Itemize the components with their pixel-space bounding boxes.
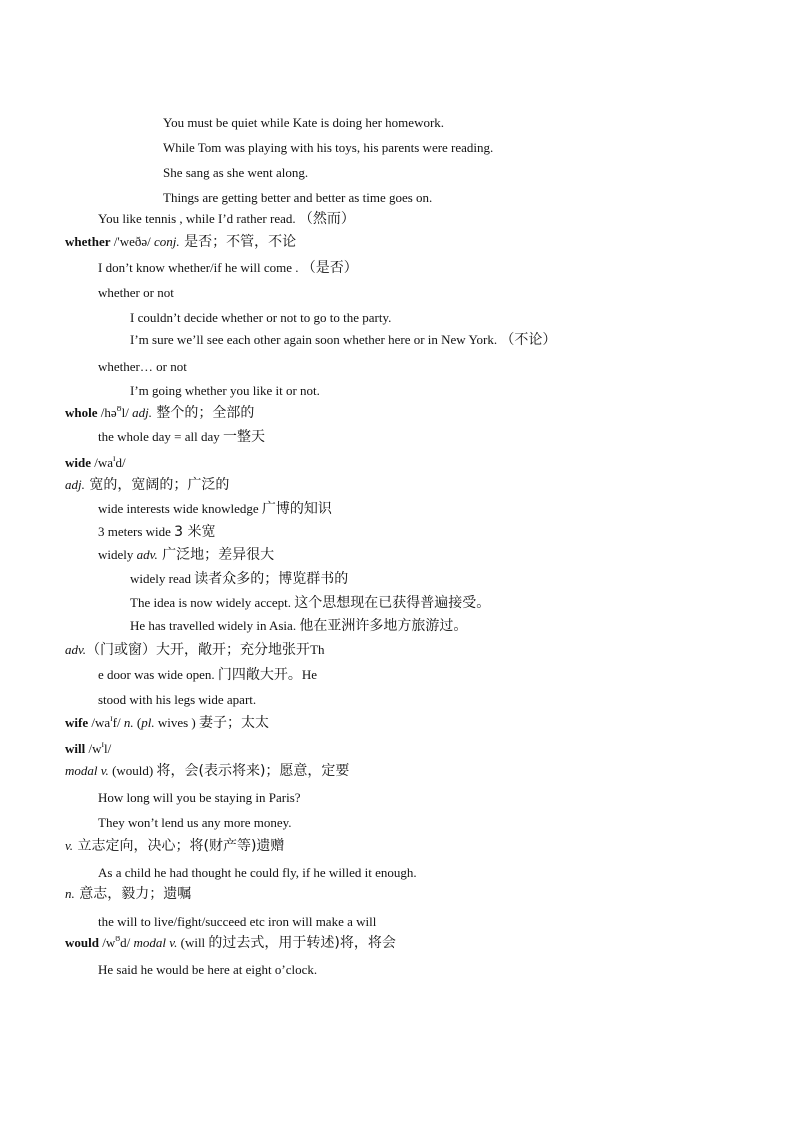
text-line [98, 501, 332, 517]
text-segment: Things are getting better and better as time goes on. [163, 190, 433, 205]
text-segment: wife [65, 715, 89, 730]
text-segment: adv. [65, 642, 87, 657]
text-segment: modal v. [133, 935, 178, 950]
text-segment: 门四敞大开。 [217, 667, 302, 683]
text-segment: /w [98, 935, 116, 950]
text-segment: /w [85, 741, 102, 756]
text-segment: whole [65, 405, 98, 420]
text-segment: n. [65, 886, 75, 901]
text-segment: 将，会(表示将来)；愿意，定要 [156, 763, 350, 779]
text-line [163, 115, 444, 131]
text-segment: I’m sure we’ll see each other again soon whether here or in New York. [130, 332, 501, 347]
text-segment: 广泛地；差异很大 [157, 547, 275, 563]
text-segment: /'weðə/ [110, 234, 154, 249]
text-segment: modal v. [65, 763, 109, 778]
text-segment: （门或窗）大开，敞开；充分地张开 [86, 642, 311, 658]
text-line [98, 790, 301, 806]
text-line [98, 547, 274, 563]
text-segment: widely [98, 547, 137, 562]
text-line [65, 838, 284, 854]
text-segment: 3 meters wide [98, 524, 175, 539]
text-segment: He [301, 667, 318, 682]
text-line [130, 571, 348, 587]
text-line [98, 914, 376, 930]
text-line [98, 815, 292, 831]
text-segment: 妻子；太太 [199, 715, 269, 731]
text-line [130, 383, 320, 399]
text-segment: 是否；不管，不论 [179, 234, 297, 250]
text-line [98, 667, 317, 683]
text-line [65, 455, 126, 472]
text-line [65, 477, 229, 493]
text-segment: n. [123, 715, 134, 730]
text-segment: They won’t lend us any more money. [98, 815, 292, 830]
text-segment: She sang as she went along. [163, 165, 309, 180]
text-segment: l/ [104, 741, 112, 756]
text-segment: While Tom was playing with his toys, his parents were reading. [163, 140, 494, 155]
text-segment: You like tennis , while I’d rather read. [98, 211, 299, 226]
text-segment: As a child he had thought he could fly, if he willed it enough. [98, 865, 417, 880]
text-line [65, 935, 396, 952]
text-segment: ʊ [115, 933, 121, 943]
text-line [98, 865, 417, 881]
text-line [163, 165, 308, 181]
text-line [98, 429, 265, 445]
text-line [98, 211, 355, 227]
text-line [65, 234, 296, 250]
text-segment: 意志，毅力；遗嘱 [74, 886, 192, 902]
text-segment: conj. [154, 234, 180, 249]
text-segment: I’m going whether you like it or not. [130, 383, 320, 398]
text-segment: the will to live/fight/succeed etc iron will make a will [98, 914, 377, 929]
text-line [65, 763, 349, 779]
text-line [98, 359, 187, 375]
text-line [65, 741, 111, 758]
text-segment: He said he would be here at eight o’clock. [98, 962, 318, 977]
text-segment: (will [177, 935, 209, 950]
text-segment: v. [65, 838, 74, 853]
text-segment: Th [310, 642, 325, 657]
text-line [98, 962, 317, 978]
text-segment: /wa [88, 715, 111, 730]
text-segment: 立志定向，决心；将(财产等)遗赠 [73, 838, 285, 854]
text-segment: whether or not [98, 285, 174, 300]
text-segment: ʊ [116, 403, 122, 413]
text-segment: 3 米宽 [174, 524, 216, 540]
text-segment: stood with his legs wide apart. [98, 692, 257, 707]
text-segment: ɪ [110, 713, 113, 723]
text-segment: （是否） [301, 260, 358, 276]
text-line [65, 405, 254, 422]
text-segment: （不论） [500, 332, 557, 348]
text-line [65, 642, 325, 658]
text-line [130, 618, 467, 634]
text-segment: 一整天 [223, 429, 266, 445]
text-segment: How long will you be staying in Paris? [98, 790, 301, 805]
text-segment: 这个思想现在已获得普遍接受。 [294, 595, 491, 611]
text-segment: adj. [132, 405, 152, 420]
text-segment: 宽的，宽阔的；广泛的 [84, 477, 230, 493]
text-line [130, 332, 556, 348]
text-segment: e door was wide open. [98, 667, 218, 682]
text-segment: The idea is now widely accept. [130, 595, 295, 610]
text-line [130, 310, 391, 326]
text-segment: (would) [108, 763, 157, 778]
text-line [98, 692, 256, 708]
text-segment: He has travelled widely in Asia. [130, 618, 300, 633]
text-segment: f/ [112, 715, 124, 730]
text-line [163, 190, 432, 206]
text-segment: wide [65, 455, 91, 470]
text-segment: would [65, 935, 99, 950]
text-line [98, 524, 216, 540]
text-segment: You must be quiet while Kate is doing her homework. [163, 115, 445, 130]
text-segment: /wa [91, 455, 114, 470]
text-segment: 读者众多的；博览群书的 [194, 571, 349, 587]
text-segment: whether… or not [98, 359, 187, 374]
text-segment: （然而） [298, 211, 355, 227]
text-segment: 他在亚洲许多地方旅游过。 [299, 618, 468, 634]
text-segment: widely read [130, 571, 195, 586]
text-segment: ɪ [113, 453, 116, 463]
text-line [98, 260, 358, 276]
text-segment: will [65, 741, 86, 756]
text-segment: ɪ [101, 739, 104, 749]
text-segment: I don’t know whether/if he will come . [98, 260, 302, 275]
text-segment: wives ) [154, 715, 199, 730]
text-line [98, 285, 174, 301]
text-segment: 广博的知识 [261, 501, 332, 517]
text-segment: d/ [120, 935, 134, 950]
text-segment: adv. [136, 547, 158, 562]
text-segment: I couldn’t decide whether or not to go to the party. [130, 310, 392, 325]
text-segment: /hə [97, 405, 117, 420]
text-segment: l/ [121, 405, 133, 420]
text-segment: the whole day = all day [98, 429, 224, 444]
text-segment: d/ [115, 455, 126, 470]
text-segment: whether [65, 234, 111, 249]
text-line [130, 595, 490, 611]
text-line [65, 886, 191, 902]
text-line [65, 715, 269, 732]
text-segment: 整个的；全部的 [151, 405, 255, 421]
text-segment: ( [133, 715, 142, 730]
text-segment: 的过去式，用于转述)将，将会 [208, 935, 396, 951]
text-segment: wide interests wide knowledge [98, 501, 262, 516]
text-segment: pl. [141, 715, 155, 730]
text-segment: adj. [65, 477, 85, 492]
text-line [163, 140, 493, 156]
